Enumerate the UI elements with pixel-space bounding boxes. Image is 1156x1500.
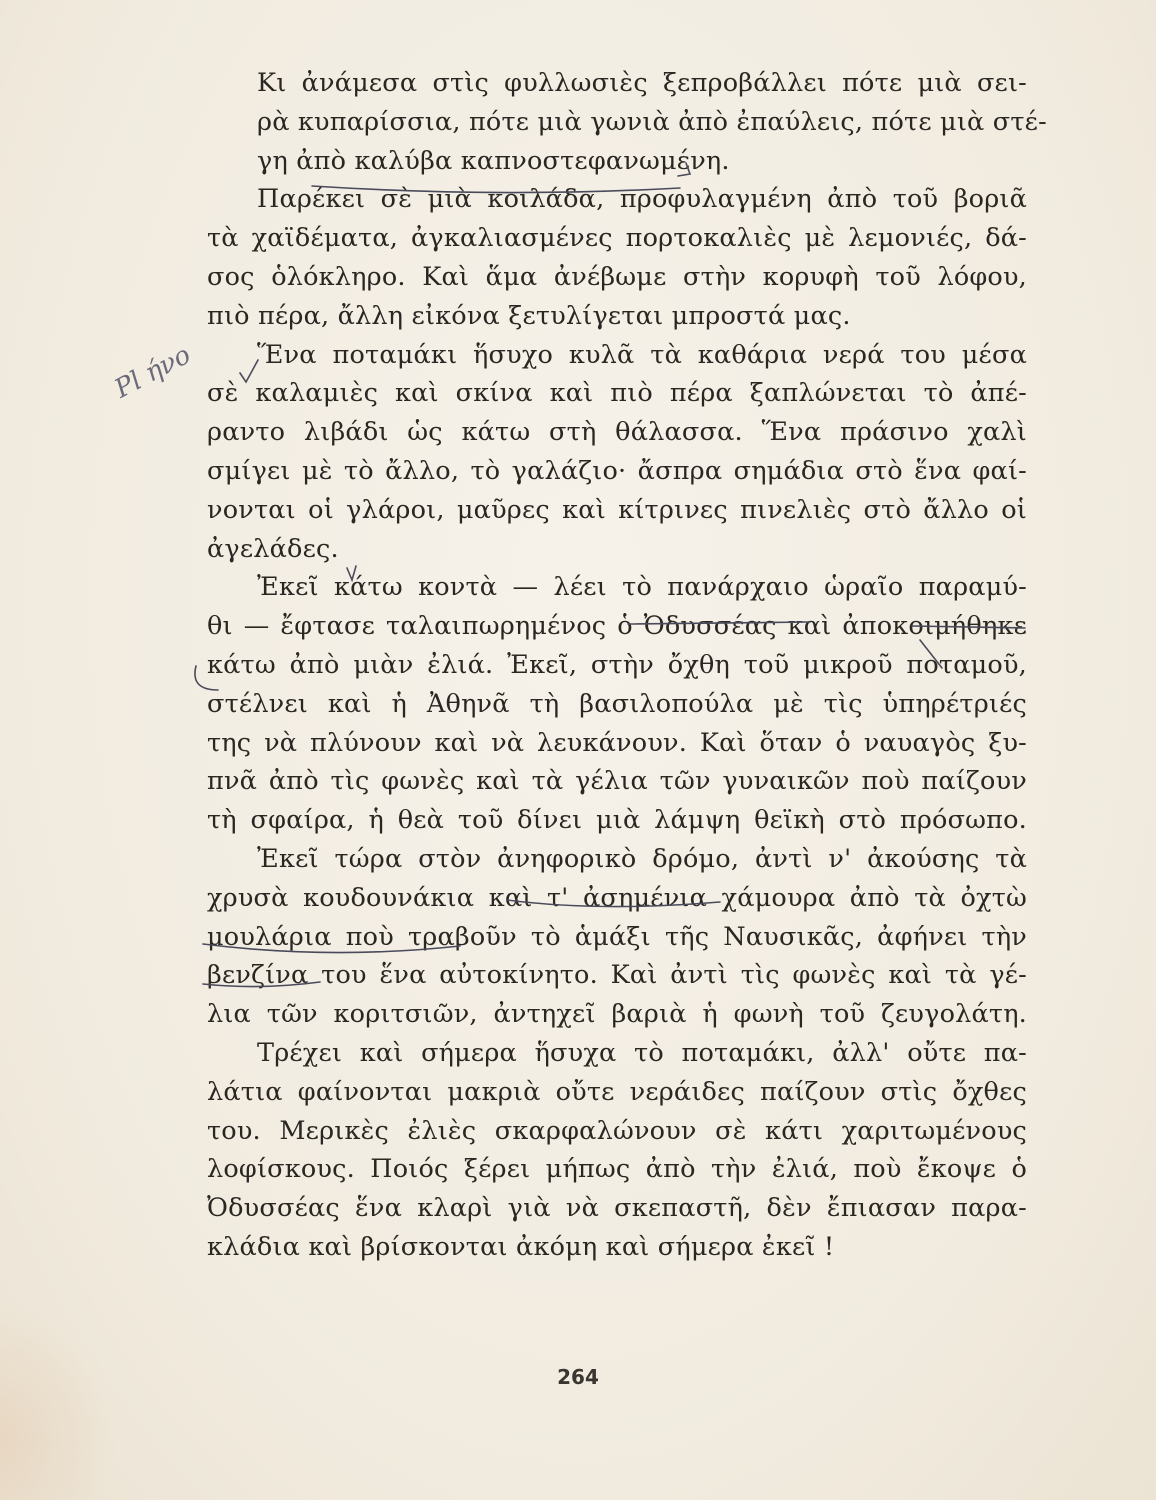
body-text — [207, 64, 1047, 1267]
text-line: θι — ἔφτασε ταλαιπωρημένος ὁ Ὀδυσσέας καὶ ἀποκοιμήθηκε — [207, 611, 1027, 642]
text-line: ρὰ κυπαρίσσια, πότε μιὰ γωνιὰ ἀπὸ ἐπαύλεις, πότε μιὰ στέ- — [257, 106, 1047, 137]
text-line: Ὀδυσσέας ἕνα κλαρὶ γιὰ νὰ σκεπαστῆ, δὲν ἔπιασαν παρα- — [207, 1193, 1027, 1224]
text-line: Παρέκει σὲ μιὰ κοιλάδα, προφυλαγμένη ἀπὸ τοῦ βοριᾶ — [257, 184, 1027, 215]
text-line: Ἕνα ποταμάκι ἥσυχο κυλᾶ τὰ καθάρια νερά του μέσα — [257, 339, 1027, 370]
paper-stain — [0, 1300, 120, 1500]
text-line: της νὰ πλύνουν καὶ νὰ λευκάνουν. Καὶ ὅταν ὁ ναυαγὸς ξυ- — [207, 727, 1027, 758]
text-line: Ἐκεῖ τώρα στὸν ἀνηφορικὸ δρόμο, ἀντὶ ν' ἀκούσης τὰ — [257, 843, 1027, 874]
text-line: τὴ σφαίρα, ἡ θεὰ τοῦ δίνει μιὰ λάμψη θεϊκὴ στὸ πρόσωπο. — [207, 805, 1027, 836]
text-line: σὲ καλαμιὲς καὶ σκίνα καὶ πιὸ πέρα ξαπλώνεται τὸ ἀπέ- — [207, 378, 1027, 409]
text-line: Ἐκεῖ κάτω κοντὰ — λέει τὸ πανάρχαιο ὡραῖο παραμύ- — [257, 572, 1027, 603]
text-line: ἀγελάδες. — [207, 533, 339, 564]
text-line: στέλνει καὶ ἡ Ἀθηνᾶ τὴ βασιλοπούλα μὲ τὶς ὑπηρέτριές — [207, 688, 1027, 719]
text-line: χρυσὰ κουδουνάκια καὶ τ' ἀσημένια χάμουρα ἀπὸ τὰ ὀχτὼ — [207, 882, 1027, 913]
page-number: 264 — [557, 1365, 599, 1389]
text-line: πνᾶ ἀπὸ τὶς φωνὲς καὶ τὰ γέλια τῶν γυναικῶν ποὺ παίζουν — [207, 766, 1027, 797]
text-line: μουλάρια ποὺ τραβοῦν τὸ ἁμάξι τῆς Ναυσικᾶς, ἀφήνει τὴν — [207, 921, 1027, 952]
text-line: λάτια φαίνονται μακριὰ οὔτε νεράιδες παίζουν στὶς ὄχθες — [207, 1076, 1027, 1107]
text-line: βενζίνα του ἕνα αὐτοκίνητο. Καὶ ἀντὶ τὶς φωνὲς καὶ τὰ γέ- — [207, 960, 1027, 991]
text-line: Κι ἀνάμεσα στὶς φυλλωσιὲς ξεπροβάλλει πότε μιὰ σει- — [257, 68, 1027, 98]
text-line: κλάδια καὶ βρίσκονται ἀκόμη καὶ σήμερα ἐκεῖ ! — [207, 1231, 835, 1262]
text-line: γη ἀπὸ καλύβα καπνοστεφανωμένη. — [257, 145, 730, 176]
text-line: πιὸ πέρα, ἄλλη εἰκόνα ξετυλίγεται μπροστά μας. — [207, 300, 851, 331]
text-line: λια τῶν κοριτσιῶν, ἀντηχεῖ βαριὰ ἡ φωνὴ τοῦ ζευγολάτη. — [207, 999, 1027, 1030]
text-line: του. Μερικὲς ἐλιὲς σκαρφαλώνουν σὲ κάτι χαριτωμένους — [207, 1115, 1027, 1146]
text-line: Τρέχει καὶ σήμερα ἥσυχα τὸ ποταμάκι, ἀλλ' οὔτε πα- — [257, 1037, 1027, 1068]
text-line: ραντο λιβάδι ὡς κάτω στὴ θάλασσα. Ἕνα πράσινο χαλὶ — [207, 417, 1027, 448]
text-line: νονται οἱ γλάροι, μαῦρες καὶ κίτρινες πινελιὲς στὸ ἄλλο οἱ — [207, 494, 1027, 525]
text-line: σος ὁλόκληρο. Καὶ ἅμα ἀνέβωμε στὴν κορυφὴ τοῦ λόφου, — [207, 261, 1027, 292]
text-line: κάτω ἀπὸ μιὰν ἐλιά. Ἐκεῖ, στὴν ὄχθη τοῦ μικροῦ ποταμοῦ, — [207, 649, 1027, 680]
handwritten-margin-note: Pl ήνο — [110, 339, 196, 405]
text-line: λοφίσκους. Ποιός ξέρει μήπως ἀπὸ τὴν ἐλιά, ποὺ ἔκοψε ὁ — [207, 1154, 1027, 1185]
text-line: σμίγει μὲ τὸ ἄλλο, τὸ γαλάζιο· ἄσπρα σημάδια στὸ ἕνα φαί- — [207, 455, 1027, 486]
text-line: τὰ χαϊδέματα, ἀγκαλιασμένες πορτοκαλιὲς μὲ λεμονιές, δά- — [207, 223, 1027, 254]
